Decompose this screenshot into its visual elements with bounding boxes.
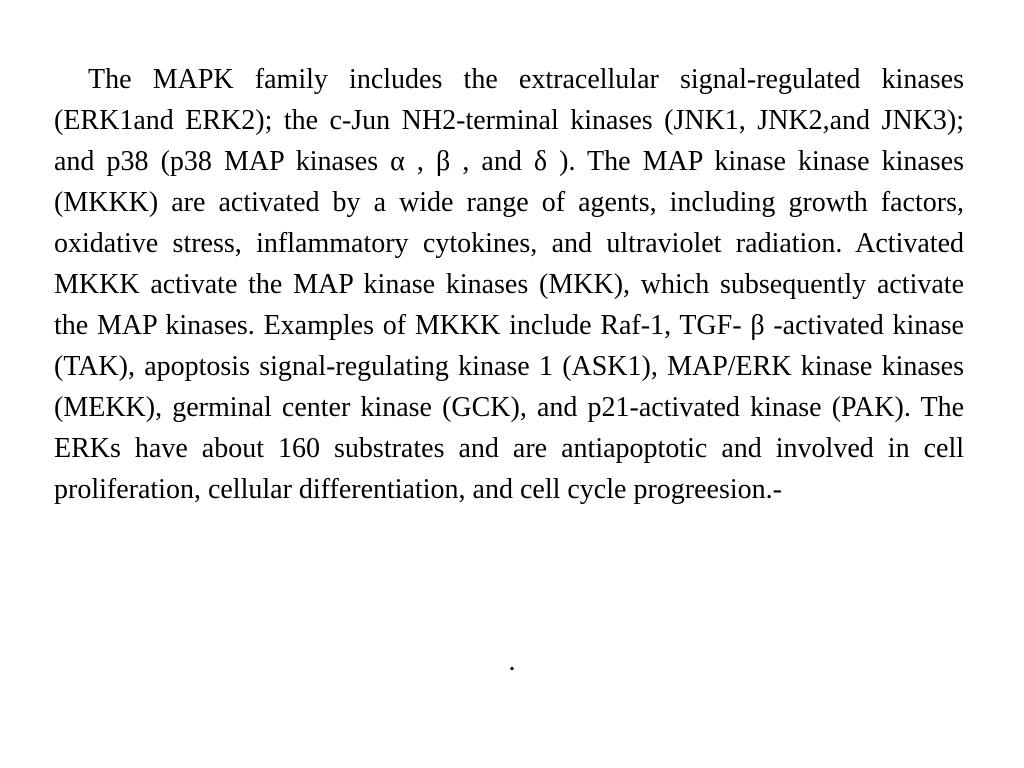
trailing-period: .	[508, 646, 516, 677]
body-paragraph: The MAPK family includes the extracellular signal-regulated kinases (ERK1and ERK2); the c-Jun NH2-terminal kinases (JNK1, JNK2,and JNK3); and p38 (p38 MAP kinases α , β , and δ ). The MAP kinase kinase kinases (MKKK) are activated by a wide range of agents, including growth factors, oxidative stress, inflammatory cytokines, and ultraviolet radiation. Activated MKKK activate the MAP kinase kinases (MKK), which subsequently activate the MAP kinases. Examples of MKKK include Raf-1, TGF- β -activated kinase (TAK), apoptosis signal-regulating kinase 1 (ASK1), MAP/ERK kinase kinases (MEKK), germinal center kinase (GCK), and p21-activated kinase (PAK). The ERKs have about 160 substrates and are antiapoptotic and involved in cell proliferation, cellular differentiation, and cell cycle progreesion.-	[54, 64, 964, 505]
